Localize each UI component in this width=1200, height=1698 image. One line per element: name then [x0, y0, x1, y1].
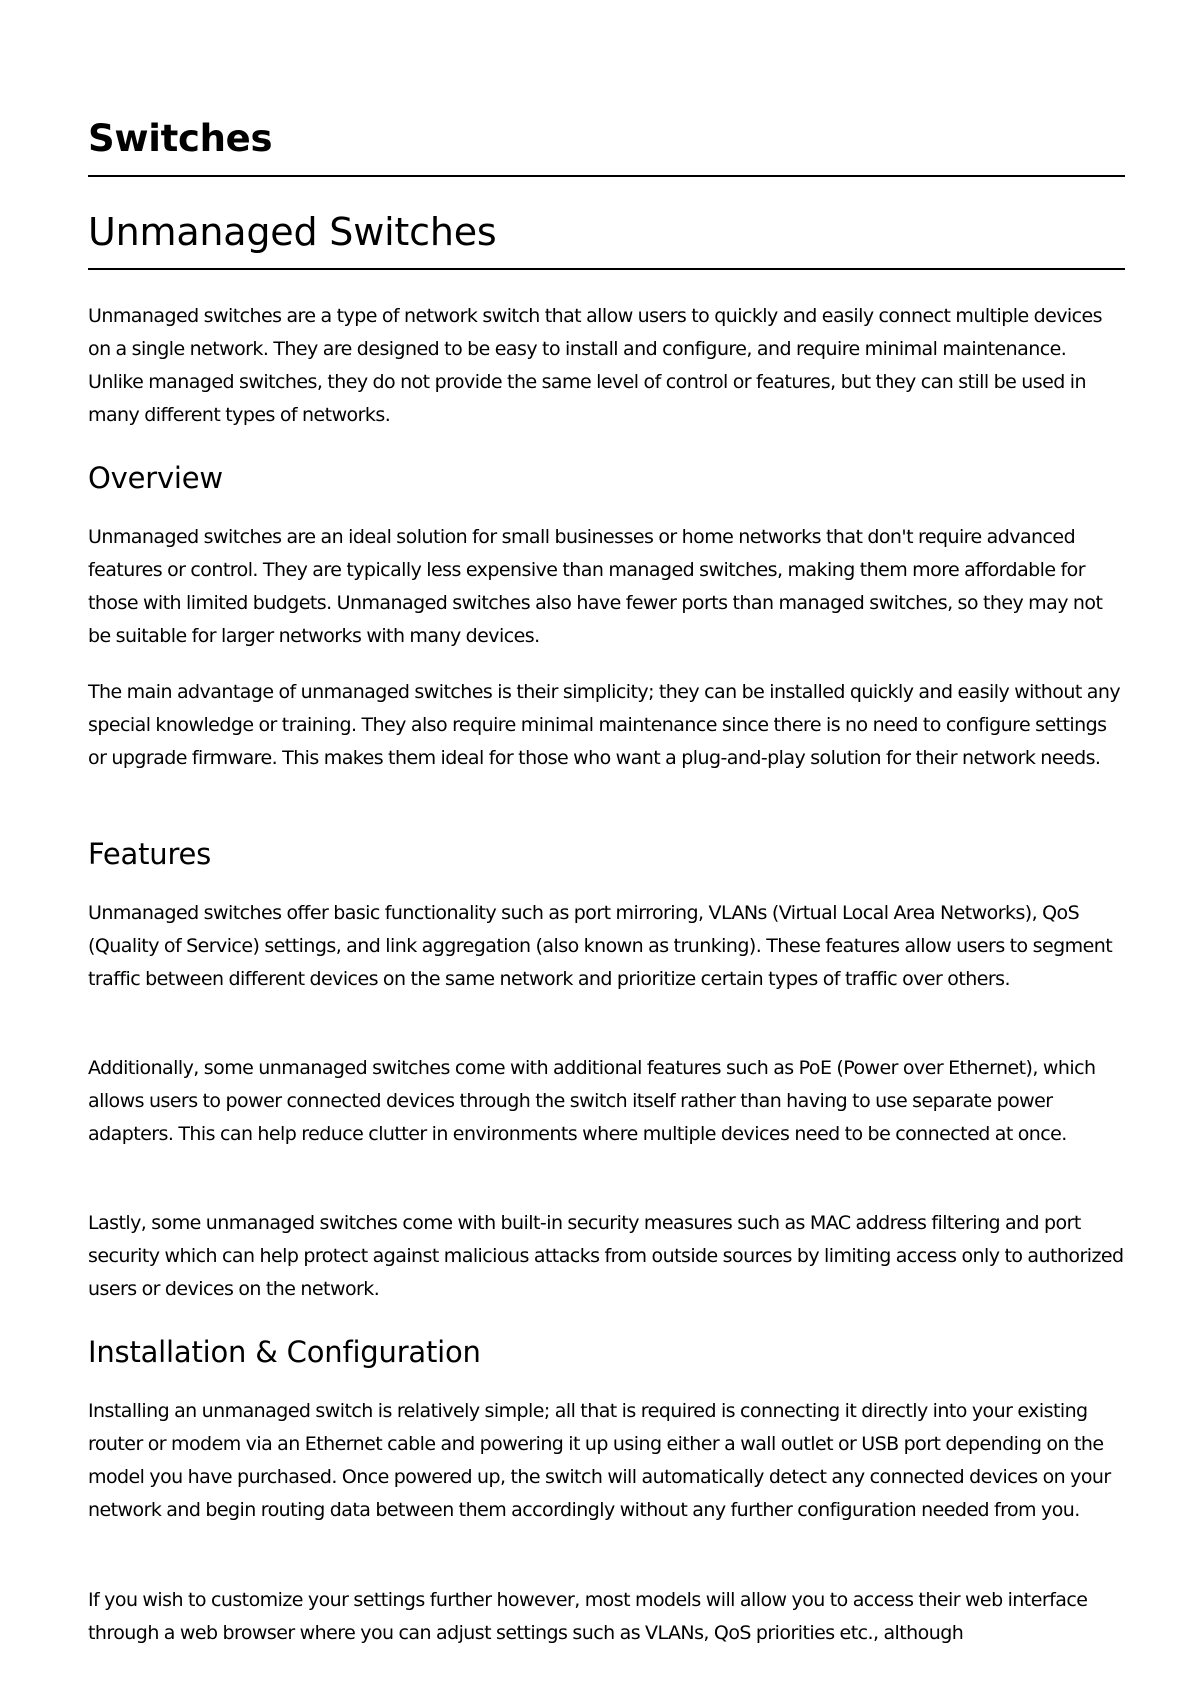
features-paragraph-2: Additionally, some unmanaged switches come with additional features such as PoE (Power over Ethernet), which allows users to power connected devices through the switch itself rather than having to use separate power adapters. This can help reduce clutter in environments where multiple devices need to be connected at once.	[88, 1057, 1096, 1145]
installation-paragraph-2: If you wish to customize your settings further however, most models will allow you to access their web interface through a web browser where you can adjust settings such as VLANs, QoS priorities etc., although	[88, 1589, 1088, 1644]
section-title: Unmanaged Switches	[88, 210, 497, 254]
features-heading: Features	[88, 837, 212, 871]
installation-paragraph-1: Installing an unmanaged switch is relatively simple; all that is required is connecting it directly into your existing router or modem via an Ethernet cable and powering it up using either a wall outlet or USB port depending on the model you have purchased. Once powered up, the switch will automatically detect any connected devices on your network and begin routing data between them accordingly without any further configuration needed from you.	[88, 1400, 1111, 1521]
features-paragraph-1: Unmanaged switches offer basic functionality such as port mirroring, VLANs (Virtual Local Area Networks), QoS (Quality of Service) settings, and link aggregation (also known as trunking). These features allow users to segment traffic between different devices on the same network and prioritize certain types of traffic over others.	[88, 902, 1113, 990]
title-divider	[88, 175, 1125, 177]
document-title: Switches	[88, 117, 273, 160]
intro-paragraph: Unmanaged switches are a type of network switch that allow users to quickly and easily connect multiple devices on a single network. They are designed to be easy to install and configure, and require minimal maintenance. Unlike managed switches, they do not provide the same level of control or features, but they can still be used in many different types of networks.	[88, 305, 1103, 426]
overview-paragraph-1: Unmanaged switches are an ideal solution for small businesses or home networks that don't require advanced features or control. They are typically less expensive than managed switches, making them more affordable for those with limited budgets. Unmanaged switches also have fewer ports than managed switches, so they may not be suitable for larger networks with many devices.	[88, 526, 1103, 647]
features-paragraph-3: Lastly, some unmanaged switches come with built-in security measures such as MAC address filtering and port security which can help protect against malicious attacks from outside sources by limiting access only to authorized users or devices on the network.	[88, 1212, 1124, 1300]
overview-heading: Overview	[88, 461, 223, 495]
installation-heading: Installation & Configuration	[88, 1335, 481, 1369]
section-divider	[88, 268, 1125, 270]
overview-paragraph-2: The main advantage of unmanaged switches is their simplicity; they can be installed quickly and easily without any special knowledge or training. They also require minimal maintenance since there is no need to configure settings or upgrade firmware. This makes them ideal for those who want a plug-and-play solution for their network needs.	[88, 681, 1121, 769]
